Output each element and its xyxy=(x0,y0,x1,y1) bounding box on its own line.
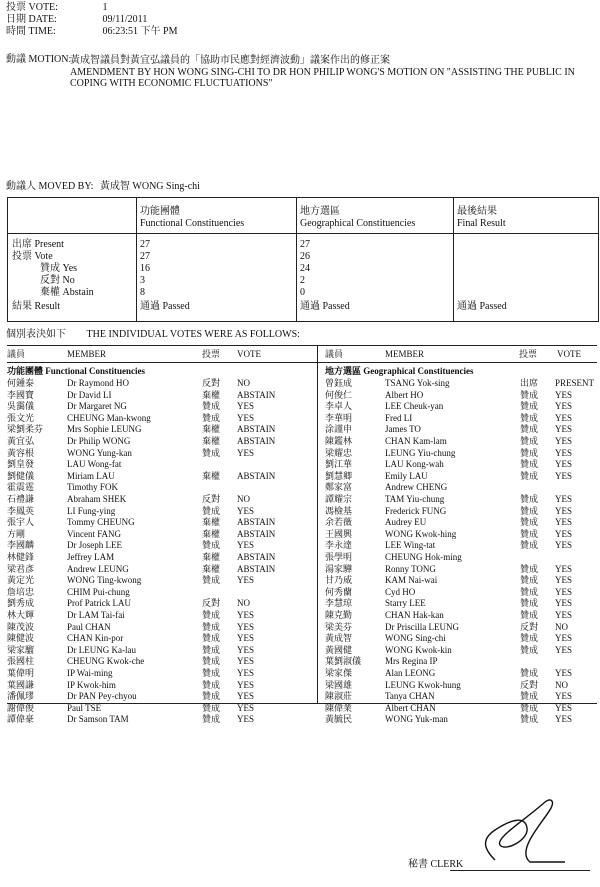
vote-zh: 贊成 xyxy=(520,575,539,586)
vote-en: NO xyxy=(555,679,568,690)
member-en: Tommy CHEUNG xyxy=(67,517,135,528)
member-en: LEUNG Yiu-chung xyxy=(385,447,456,458)
member-en: Dr Philip WONG xyxy=(67,436,131,446)
vote-en: YES xyxy=(555,459,573,470)
vote-zh: 贊成 xyxy=(520,459,539,470)
member-en: Mrs Sophie LEUNG xyxy=(67,424,142,435)
vote-en: YES xyxy=(555,702,573,713)
vote-en: YES xyxy=(555,389,573,400)
vote-zh: 贊成 xyxy=(202,447,221,458)
member-en: Starry LEE xyxy=(385,598,426,609)
vote-en: YES xyxy=(237,540,255,551)
member-zh: 張宇人 xyxy=(7,517,35,528)
vote-en: YES xyxy=(237,447,255,458)
summary-fc-present: 27 xyxy=(140,239,150,250)
gc-col-member-en: MEMBER xyxy=(385,349,425,359)
vote-en: YES xyxy=(555,424,573,435)
summary-fc-abstain: 8 xyxy=(140,287,145,298)
vote-zh: 贊成 xyxy=(202,505,221,516)
gc-col-vote-zh: 投票 xyxy=(519,349,538,359)
vote-zh: 棄權 xyxy=(202,436,221,446)
member-en: Emily LAU xyxy=(385,470,428,481)
member-en: Prof Patrick LAU xyxy=(67,598,131,609)
vote-en: YES xyxy=(555,470,573,481)
member-en: Frederick FUNG xyxy=(385,505,447,516)
summary-gc-abstain: 0 xyxy=(300,287,305,298)
member-zh: 黃國健 xyxy=(325,644,353,655)
member-zh: 梁家傑 xyxy=(325,668,353,678)
member-zh: 陳克勤 xyxy=(325,610,353,620)
member-en: Miriam LAU xyxy=(67,470,115,481)
vote-en: YES xyxy=(237,679,255,690)
moved-by-label: 動議人 MOVED BY: xyxy=(6,181,94,192)
vote-en: YES xyxy=(237,610,255,620)
member-en: Paul CHAN xyxy=(67,621,111,632)
vote-en: YES xyxy=(555,401,573,412)
vote-en: ABSTAIN xyxy=(237,563,276,574)
member-en: Cyd HO xyxy=(385,586,416,597)
vote-zh: 贊成 xyxy=(202,401,221,412)
member-en: Dr LAM Tai-fai xyxy=(67,610,125,620)
moved-by-value: 黃成智 WONG Sing-chi xyxy=(99,181,200,192)
member-en: Ronny TONG xyxy=(385,563,436,574)
vote-zh: 贊成 xyxy=(520,412,539,423)
member-zh: 葉國謙 xyxy=(7,679,35,690)
vote-zh: 贊成 xyxy=(202,644,221,655)
vote-zh: 贊成 xyxy=(520,424,539,435)
vote-zh: 出席 xyxy=(520,378,539,388)
member-en: Dr Joseph LEE xyxy=(67,540,122,551)
summary-fc-no: 3 xyxy=(140,275,145,286)
member-zh: 陳偉業 xyxy=(325,702,353,713)
fc-heading xyxy=(140,206,244,230)
member-en: Dr Margaret NG xyxy=(67,401,127,412)
vote-en: ABSTAIN xyxy=(237,436,276,446)
member-zh: 李慧琼 xyxy=(325,598,353,609)
vote-zh: 贊成 xyxy=(520,540,539,551)
vote-zh: 贊成 xyxy=(520,447,539,458)
vote-zh: 贊成 xyxy=(520,563,539,574)
member-zh: 劉皇發 xyxy=(7,459,35,470)
member-en: Dr Samson TAM xyxy=(67,714,129,725)
member-en: Fred LI xyxy=(385,412,413,423)
vote-en: NO xyxy=(237,598,250,609)
member-zh: 陳健波 xyxy=(7,633,35,644)
member-en: Albert CHAN xyxy=(385,702,436,713)
vote-en: YES xyxy=(237,401,255,412)
member-en: Jeffrey LAM xyxy=(67,552,115,562)
vote-zh: 贊成 xyxy=(520,644,539,655)
member-zh: 潘佩璆 xyxy=(7,691,35,702)
member-en: Abraham SHEK xyxy=(67,494,127,504)
vote-zh: 贊成 xyxy=(520,436,539,446)
member-zh: 梁君彥 xyxy=(7,563,35,574)
member-zh: 黃毓民 xyxy=(325,714,353,725)
member-en: LI Fung-ying xyxy=(67,505,116,516)
vote-en: YES xyxy=(555,668,573,678)
member-zh: 劉江華 xyxy=(325,459,353,470)
vote-zh: 棄權 xyxy=(202,517,221,528)
vote-zh: 贊成 xyxy=(520,389,539,400)
vote-zh: 贊成 xyxy=(520,401,539,412)
vote-zh: 贊成 xyxy=(520,494,539,504)
vote-zh: 贊成 xyxy=(202,691,221,702)
member-zh: 黃定光 xyxy=(7,575,35,586)
vote-label: 投票 VOTE: xyxy=(6,2,58,13)
vote-en: YES xyxy=(237,633,255,644)
time-value: 06:23:51 下午 PM xyxy=(102,26,178,37)
member-en: Dr Raymond HO xyxy=(67,378,129,388)
vote-en: YES xyxy=(555,633,573,644)
vote-zh: 贊成 xyxy=(520,633,539,644)
member-en: TSANG Yok-sing xyxy=(385,378,450,388)
member-en: CHAN Kin-por xyxy=(67,633,124,644)
member-en: Audrey EU xyxy=(385,517,427,528)
vote-en: YES xyxy=(237,714,255,725)
member-zh: 劉秀成 xyxy=(7,598,35,609)
time-line xyxy=(6,27,178,37)
member-en: Dr David LI xyxy=(67,389,112,400)
vote-en: YES xyxy=(555,563,573,574)
vote-en: YES xyxy=(555,540,573,551)
vote-zh: 贊成 xyxy=(520,691,539,702)
vote-en: YES xyxy=(237,691,255,702)
vote-zh: 棄權 xyxy=(202,389,221,400)
member-en: CHEUNG Man-kwong xyxy=(67,412,151,423)
clerk-label: 秘書 CLERK xyxy=(408,859,464,870)
fc-col-vote-zh: 投票 xyxy=(202,349,221,359)
fc-heading-en: Functional Constituencies xyxy=(140,218,245,229)
member-zh: 湯家驊 xyxy=(325,563,353,574)
member-zh: 李華明 xyxy=(325,412,353,423)
time-label: 時間 TIME: xyxy=(6,26,56,37)
vote-en: YES xyxy=(237,621,255,632)
member-zh: 李國麟 xyxy=(7,540,35,551)
vote-zh: 贊成 xyxy=(202,633,221,644)
vote-en: ABSTAIN xyxy=(237,528,276,539)
summary-gc-vote: 26 xyxy=(300,251,310,262)
vote-zh: 棄權 xyxy=(202,424,221,435)
vote-en: YES xyxy=(237,412,255,423)
individual-heading-zh: 個別表決如下 xyxy=(6,329,66,340)
vote-en: YES xyxy=(237,656,255,667)
fc-heading-zh: 功能團體 xyxy=(140,206,180,217)
vote-en: YES xyxy=(237,575,255,586)
moved-by xyxy=(6,182,200,192)
vote-en: YES xyxy=(555,691,573,702)
vote-zh: 贊成 xyxy=(202,679,221,690)
vote-zh: 贊成 xyxy=(520,517,539,528)
member-en: CHIM Pui-chung xyxy=(67,586,130,597)
member-en: Timothy FOK xyxy=(67,482,118,493)
vote-en: ABSTAIN xyxy=(237,470,276,481)
member-en: Paul TSE xyxy=(67,702,102,713)
fc-col-member-zh: 議員 xyxy=(7,349,26,359)
member-en: LEE Cheuk-yan xyxy=(385,401,444,412)
member-zh: 何俊仁 xyxy=(325,389,353,400)
member-zh: 林健鋒 xyxy=(7,552,35,562)
member-en: IP Wai-ming xyxy=(67,668,113,678)
vote-zh: 棄權 xyxy=(202,528,221,539)
member-zh: 黃宜弘 xyxy=(7,436,35,446)
fc-section-title: 功能團體 Functional Constituencies xyxy=(7,366,146,376)
vote-en: PRESENT xyxy=(555,378,595,388)
summary-label-result: 結果 Result xyxy=(12,301,61,312)
member-zh: 劉慧卿 xyxy=(325,470,353,481)
member-zh: 梁美芬 xyxy=(325,621,353,632)
member-zh: 吳靄儀 xyxy=(7,401,35,412)
vote-zh: 棄權 xyxy=(202,470,221,481)
member-zh: 石禮謙 xyxy=(7,494,35,504)
member-en: James TO xyxy=(385,424,421,435)
member-en: LEE Wing-tat xyxy=(385,540,436,551)
member-en: CHAN Kam-lam xyxy=(385,436,447,446)
vote-zh: 反對 xyxy=(520,621,539,632)
member-en: CHEUNG Hok-ming xyxy=(385,552,462,562)
member-zh: 張學明 xyxy=(325,552,353,562)
member-zh: 李卓人 xyxy=(325,401,353,412)
vote-en: YES xyxy=(555,586,573,597)
fc-col-vote-en: VOTE xyxy=(237,349,261,359)
member-zh: 涂謹申 xyxy=(325,424,353,435)
member-zh: 何鍾泰 xyxy=(7,378,35,388)
vote-line xyxy=(6,3,108,13)
vote-en: YES xyxy=(555,517,573,528)
summary-gc-no: 2 xyxy=(300,275,305,286)
summary-fc-vote: 27 xyxy=(140,251,150,262)
member-zh: 鄭家富 xyxy=(325,482,353,493)
vote-en: NO xyxy=(237,378,250,388)
member-zh: 張國柱 xyxy=(7,656,35,667)
vote-value: 1 xyxy=(102,2,108,13)
vote-en: YES xyxy=(237,505,255,516)
motion-text xyxy=(70,55,590,89)
summary-gc-yes: 24 xyxy=(300,263,310,274)
vote-zh: 贊成 xyxy=(520,505,539,516)
member-zh: 梁劉柔芬 xyxy=(7,424,44,435)
vote-en: YES xyxy=(237,644,255,655)
summary-fc-result: 通過 Passed xyxy=(140,301,190,312)
gc-heading-zh: 地方選區 xyxy=(300,206,340,217)
member-en: Tanya CHAN xyxy=(385,691,435,702)
vote-zh: 反對 xyxy=(202,494,221,504)
summary-label-vote: 投票 Vote xyxy=(12,251,53,262)
member-en: CHEUNG Kwok-che xyxy=(67,656,145,667)
member-zh: 王國興 xyxy=(325,528,353,539)
member-en: TAM Yiu-chung xyxy=(385,494,445,504)
vote-zh: 贊成 xyxy=(202,610,221,620)
summary-label-abstain: 棄權 Abstain xyxy=(40,287,94,298)
date-value: 09/11/2011 xyxy=(102,14,148,25)
member-zh: 梁國雄 xyxy=(325,679,353,690)
motion-label: 動議 MOTION: xyxy=(6,54,72,65)
summary-label-present: 出席 Present xyxy=(12,239,64,250)
member-en: Dr Priscilla LEUNG xyxy=(385,621,459,632)
member-en: Dr PAN Pey-chyou xyxy=(67,691,137,702)
individual-heading xyxy=(6,330,300,340)
vote-en: YES xyxy=(555,714,573,725)
gc-section-title: 地方選區 Geographical Constituencies xyxy=(325,366,474,376)
member-zh: 謝偉俊 xyxy=(7,702,35,713)
vote-zh: 贊成 xyxy=(202,575,221,586)
vote-en: YES xyxy=(555,412,573,423)
member-en: KAM Nai-wai xyxy=(385,575,438,586)
member-zh: 曾鈺成 xyxy=(325,378,353,388)
vote-zh: 反對 xyxy=(202,598,221,609)
vote-en: ABSTAIN xyxy=(237,552,276,562)
vote-zh: 贊成 xyxy=(202,668,221,678)
member-en: WONG Yung-kan xyxy=(67,447,132,458)
vote-zh: 贊成 xyxy=(520,470,539,481)
member-zh: 余若薇 xyxy=(325,517,353,528)
vote-zh: 贊成 xyxy=(202,714,221,725)
member-zh: 劉健儀 xyxy=(7,470,35,481)
vote-zh: 贊成 xyxy=(202,621,221,632)
summary-table xyxy=(7,197,599,322)
vote-en: YES xyxy=(555,610,573,620)
vote-zh: 贊成 xyxy=(520,610,539,620)
vote-en: ABSTAIN xyxy=(237,389,276,400)
gc-col-member-zh: 議員 xyxy=(325,349,344,359)
vote-en: YES xyxy=(555,436,573,446)
motion-zh: 黃成智議員對黃宜弘議員的「協助市民應對經濟波動」議案作出的修正案 xyxy=(70,55,390,66)
member-zh: 陳茂波 xyxy=(7,621,35,632)
member-zh: 張文光 xyxy=(7,412,35,423)
fc-col-member-en: MEMBER xyxy=(67,349,107,359)
member-en: IP Kwok-him xyxy=(67,679,116,690)
summary-gc-result: 通過 Passed xyxy=(300,301,350,312)
member-en: Andrew LEUNG xyxy=(67,563,129,574)
vote-zh: 贊成 xyxy=(202,540,221,551)
vote-zh: 贊成 xyxy=(520,598,539,609)
member-zh: 黃容根 xyxy=(7,447,35,458)
member-zh: 葉偉明 xyxy=(7,668,35,678)
vote-zh: 贊成 xyxy=(520,528,539,539)
vote-en: YES xyxy=(555,575,573,586)
vote-zh: 棄權 xyxy=(202,563,221,574)
member-zh: 葉劉淑儀 xyxy=(325,656,362,667)
gc-heading-en: Geographical Constituencies xyxy=(300,218,416,229)
summary-final-result: 通過 Passed xyxy=(457,301,507,312)
signature xyxy=(455,790,575,870)
member-zh: 譚偉豪 xyxy=(7,714,35,725)
member-zh: 梁家騮 xyxy=(7,644,35,655)
motion-en: AMENDMENT BY HON WONG SING-CHI TO DR HON PHILIP WONG'S MOTION ON "ASSISTING THE PUBLIC IN COPING WITH ECONOMIC FLUCTUATIONS" xyxy=(70,67,575,89)
member-en: WONG Ting-kwong xyxy=(67,575,142,586)
member-zh: 陳淑莊 xyxy=(325,691,353,702)
date-label: 日期 DATE: xyxy=(6,14,57,25)
member-zh: 梁耀忠 xyxy=(325,447,353,458)
member-zh: 霍震霆 xyxy=(7,482,35,493)
vote-zh: 贊成 xyxy=(202,702,221,713)
member-en: LAU Wong-fat xyxy=(67,459,122,470)
gc-heading xyxy=(300,206,415,230)
member-zh: 陳鑑林 xyxy=(325,436,353,446)
member-en: LEUNG Kwok-hung xyxy=(385,679,461,690)
member-zh: 馮檢基 xyxy=(325,505,353,516)
member-en: Vincent FANG xyxy=(67,528,122,539)
vote-zh: 棄權 xyxy=(202,552,221,562)
gc-col-vote-en: VOTE xyxy=(557,349,581,359)
vote-zh: 反對 xyxy=(520,679,539,690)
member-en: Andrew CHENG xyxy=(385,482,448,493)
member-en: LAU Kong-wah xyxy=(385,459,444,470)
vote-zh: 贊成 xyxy=(202,412,221,423)
vote-en: YES xyxy=(237,668,255,678)
summary-label-yes: 贊成 Yes xyxy=(40,263,78,274)
summary-label-no: 反對 No xyxy=(40,275,75,286)
vote-zh: 贊成 xyxy=(520,586,539,597)
date-line xyxy=(6,15,147,25)
member-en: WONG Yuk-man xyxy=(385,714,448,725)
vote-en: ABSTAIN xyxy=(237,424,276,435)
member-en: Alan LEONG xyxy=(385,668,436,678)
individual-heading-en: THE INDIVIDUAL VOTES WERE AS FOLLOWS: xyxy=(86,329,300,340)
member-zh: 林大輝 xyxy=(7,610,35,620)
vote-en: YES xyxy=(555,644,573,655)
vote-zh: 贊成 xyxy=(202,656,221,667)
member-en: Dr LEUNG Ka-lau xyxy=(67,644,136,655)
vote-en: YES xyxy=(555,505,573,516)
clerk-signature-line xyxy=(450,870,590,871)
vote-en: NO xyxy=(555,621,568,632)
member-zh: 黃成智 xyxy=(325,633,353,644)
vote-zh: 贊成 xyxy=(520,668,539,678)
member-zh: 李鳳英 xyxy=(7,505,35,516)
member-en: CHAN Hak-kan xyxy=(385,610,444,620)
vote-en: ABSTAIN xyxy=(237,517,276,528)
vote-en: YES xyxy=(555,494,573,504)
final-heading xyxy=(457,206,506,230)
final-heading-zh: 最後結果 xyxy=(457,206,497,217)
member-en: WONG Sing-chi xyxy=(385,633,446,644)
vote-zh: 反對 xyxy=(202,378,221,388)
member-zh: 李國寶 xyxy=(7,389,35,400)
member-en: WONG Kwok-hing xyxy=(385,528,457,539)
member-zh: 方剛 xyxy=(7,528,26,539)
member-zh: 譚耀宗 xyxy=(325,494,353,504)
summary-gc-present: 27 xyxy=(300,239,310,250)
vote-en: NO xyxy=(237,494,250,504)
vote-en: YES xyxy=(555,598,573,609)
member-en: WONG Kwok-kin xyxy=(385,644,452,655)
member-zh: 詹培忠 xyxy=(7,586,35,597)
vote-en: YES xyxy=(555,447,573,458)
summary-fc-yes: 16 xyxy=(140,263,150,274)
member-zh: 甘乃威 xyxy=(325,575,353,586)
member-zh: 李永達 xyxy=(325,540,353,551)
member-en: Mrs Regina IP xyxy=(385,656,438,667)
member-en: Albert HO xyxy=(385,389,424,400)
vote-en: YES xyxy=(237,702,255,713)
vote-en: YES xyxy=(555,528,573,539)
vote-zh: 贊成 xyxy=(520,714,539,725)
final-heading-en: Final Result xyxy=(457,218,506,229)
vote-zh: 贊成 xyxy=(520,702,539,713)
member-zh: 何秀蘭 xyxy=(325,586,353,597)
